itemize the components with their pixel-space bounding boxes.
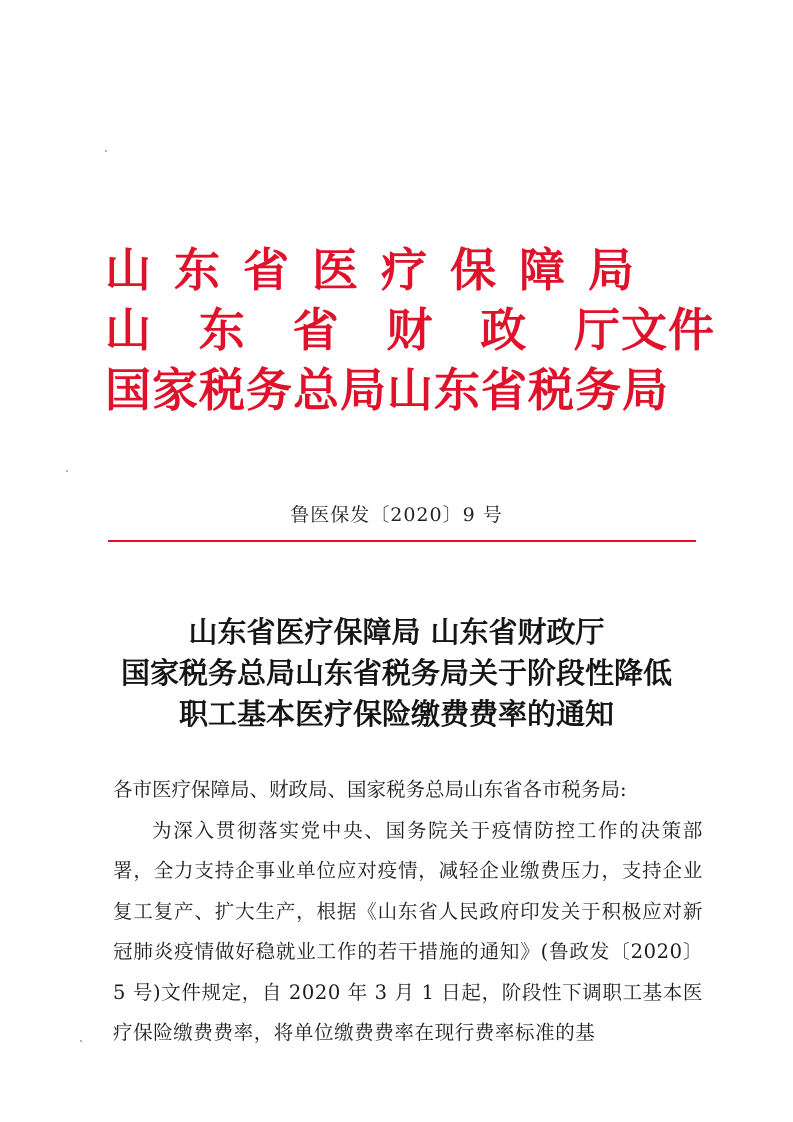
red-divider-line [108, 540, 696, 542]
masthead-line-2-part: 省 [292, 303, 340, 357]
document-number: 鲁医保发〔2020〕9 号 [290, 504, 503, 526]
notice-body [113, 770, 703, 1054]
masthead-line-2-part: 东 [198, 303, 246, 357]
red-masthead [105, 240, 725, 420]
title-line-3: 职工基本医疗保险缴费费率的通知 [178, 697, 614, 731]
masthead-line-2-part: 政 [480, 303, 528, 357]
scan-speck [105, 150, 107, 152]
notice-title [0, 612, 793, 735]
title-line-1: 山东省医疗保障局 山东省财政厅 [188, 615, 605, 649]
salutation: 各市医疗保障局、财政局、国家税务总局山东省各市税务局: [113, 778, 627, 801]
masthead-line-2-part: 厅文件 [573, 303, 715, 357]
masthead-line-1: 山东省医疗保障局 [105, 243, 657, 297]
masthead-line-2-part: 山 [105, 303, 152, 357]
scan-speck [66, 470, 68, 472]
masthead-line-3: 国家税务总局山东省税务局 [105, 363, 669, 417]
masthead-line-2 [105, 300, 715, 360]
title-line-2: 国家税务总局山东省税务局关于阶段性降低 [120, 656, 672, 690]
body-paragraph: 为深入贯彻落实党中央、国务院关于疫情防控工作的决策部署，全力支持企事业单位应对疫情，减轻企业缴费压力，支持企业复工复产、扩大生产，根据《山东省人民政府印发关于积极应对新冠肺炎疫情做好稳就业工作的若干措施的通知》(鲁政发〔2020〕5 号)文件规定，自 2020 年 3 月 1 日起，阶段性下调职工基本医疗保险缴费费率，将单位缴费费率在现行费率标准的基 [113, 818, 703, 1044]
masthead-line-2-part: 财 [386, 303, 434, 357]
scan-speck [80, 1040, 82, 1042]
